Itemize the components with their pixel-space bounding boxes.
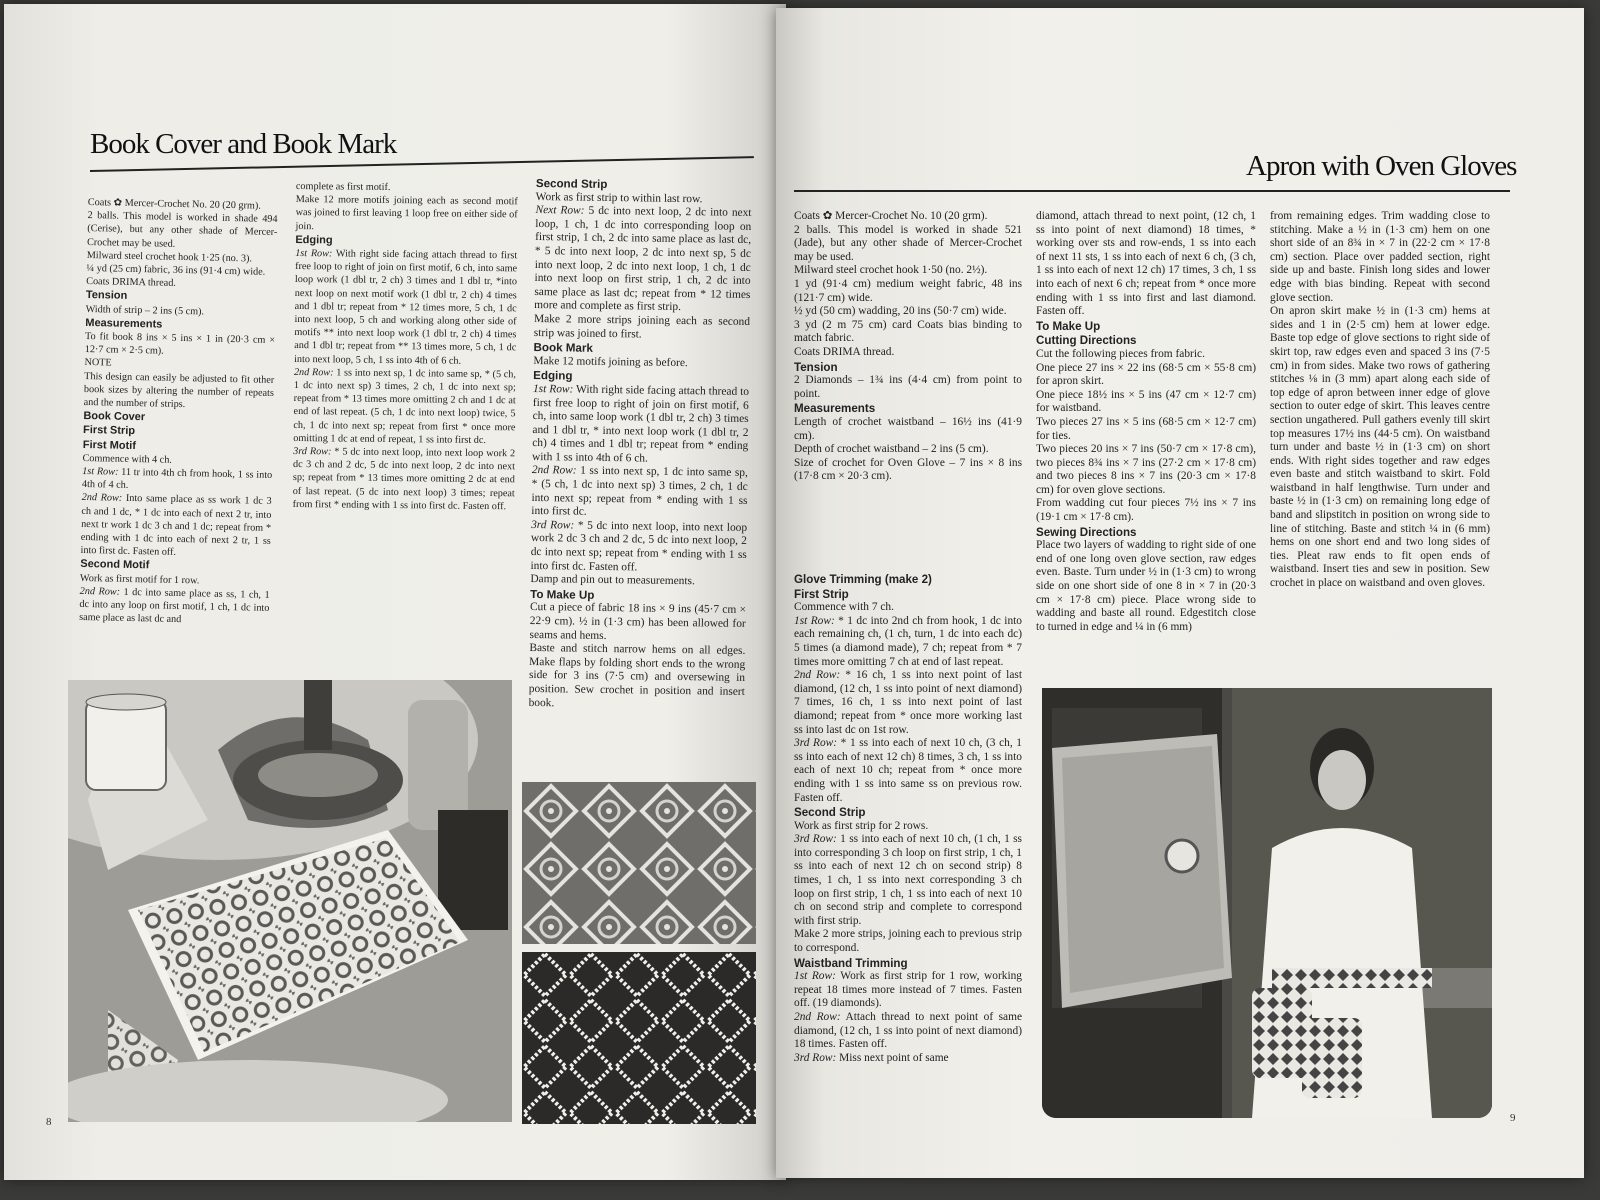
paragraph: Make 12 motifs joining as before.	[533, 354, 688, 369]
left-page-title: Book Cover and Book Mark	[90, 128, 397, 160]
row-label: 1st Row:	[532, 382, 574, 396]
row-label: 3rd Row:	[794, 1051, 837, 1064]
row-text: 1 dc into same place as ss, 1 ch, 1 dc into any loop on first motif, 1 ch, 1 dc into same place as last dc and	[79, 586, 270, 626]
section-heading: Cutting Directions	[1036, 334, 1137, 348]
row-text: With right side facing attach thread to first free loop to right of join on first motif, 6 ch, into same loop work (1 dbl tr, 2 ch) 3 times and 1 dbl tr, *into next loop on next motif work (1 dbl tr, 2 ch) 4 times and 1 dbl tr; repeat from * 12 times more, 5 ch, 1 dc into next loop, 5 ch and working along other side of motifs ** into next loop work (1 dbl tr, 2 ch) 4 times and 1 dbl tr; repeat from ** 13 times more, 5 ch, 1 dc into next loop, 5 ch, 1 ss into 4th of 6 ch.	[294, 248, 518, 367]
right-column-3	[1270, 210, 1490, 591]
paragraph: NOTE	[84, 357, 112, 369]
paragraph: 3 yd (2 m 75 cm) card Coats bias binding to match fabric.	[794, 318, 1022, 345]
paragraph: Length of crochet waistband – 16½ ins (41·9 cm).	[794, 415, 1022, 442]
instruction-row	[82, 465, 273, 495]
section-heading: First Motif	[82, 438, 137, 452]
paragraph: from remaining edges. Trim wadding close to stitching. Make a ½ in (1·3 cm) hem on one short side of an 8¾ in × 7 in (22·2 cm × 17·8 cm) section. Place over padded section, right side up and baste. Finish long sides and lower edge with bias binding. Repeat with second glove section.	[1270, 210, 1490, 304]
right-page-title: Apron with Oven Gloves	[1246, 150, 1517, 182]
title-rule-right	[794, 190, 1510, 192]
paragraph: Milward steel crochet hook 1·25 (no. 3).	[86, 249, 253, 265]
book-cover-photo	[68, 680, 512, 1122]
instruction-row	[794, 833, 1022, 928]
instruction-row	[80, 491, 271, 561]
row-label: 3rd Row:	[794, 833, 837, 846]
instruction-row	[531, 464, 748, 521]
paragraph: 2 Diamonds – 1¾ ins (4·4 cm) from point to point.	[794, 374, 1022, 400]
row-text: With right side facing attach thread to first free loop to right of join on first motif, 6 ch, into same loop work (1 dbl tr, 2 ch) 3 times and 1 dbl tr, * into next loop work (1 dbl tr, 2 ch) 4 times and 1 dbl tr; repeat from * ending with 1 ss into 4th of 6 ch.	[531, 383, 750, 465]
instruction-row	[79, 585, 270, 629]
paragraph: One piece 18½ ins × 5 ins (47 cm × 12·7 cm) for waistband.	[1036, 388, 1256, 415]
paragraph: ½ yd (50 cm) wadding, 20 ins (50·7 cm) wide.	[794, 305, 1007, 318]
instruction-row	[294, 247, 517, 368]
row-text: 1 ss into each of next 10 ch, (1 ch, 1 ss into corresponding 3 ch loop on first strip, 1 ch, 1 ss into each of next 12 ch on second strip) 8 times, 1 ch, 1 ss into next corresponding 3 ch loop on first strip, 1 ch, 1 ss into each of next 10 ch on second strip and complete to correspond with first strip.	[794, 833, 1022, 927]
row-text: * 16 ch, 1 ss into next point of last diamond, (12 ch, 1 ss into point of next diamond) 7 times, 16 ch, 1 ss into next point of last diamond; repeat from * once more working last ss into last dc on 1st row.	[794, 669, 1022, 736]
row-text: 1 ss into next sp, 1 dc into same sp, * (5 ch, 1 dc into next sp) 3 times, 2 ch, 1 dc into next sp; repeat from * ending with 1 ss into first dc.	[531, 465, 748, 518]
paragraph: Two pieces 20 ins × 7 ins (50·7 cm × 17·8 cm), two pieces 8¾ ins × 7 ins (27·2 cm × 17·8 cm) and two pieces 8 ins × 7 ins (20·3 cm × 17·8 cm) for oven glove sections.	[1036, 443, 1256, 496]
paragraph: Damp and pin out to measurements.	[530, 573, 695, 588]
paragraph: Commence with 7 ch.	[794, 601, 894, 614]
left-page	[4, 4, 786, 1180]
section-heading: Book Mark	[533, 341, 593, 355]
paragraph: Two pieces 27 ins × 5 ins (68·5 cm × 12·7 cm) for ties.	[1036, 415, 1256, 442]
paragraph: Work as first strip to within last row.	[535, 190, 703, 205]
instruction-row	[532, 383, 749, 468]
right-column-1	[794, 210, 1022, 484]
instruction-row	[794, 615, 1022, 669]
paragraph: Work as first strip for 2 rows.	[794, 819, 929, 832]
paragraph: Size of crochet for Oven Glove – 7 ins × 8 ins (17·8 cm × 20·3 cm).	[794, 456, 1022, 483]
paragraph: Work as first motif for 1 row.	[79, 572, 200, 587]
paragraph: 2 balls. This model is worked in shade 494 (Cerise), but any other shade of Mercer-Crochet may be used.	[86, 210, 278, 250]
section-heading: To Make Up	[1036, 319, 1101, 333]
instruction-row	[530, 519, 747, 576]
row-text: * 5 dc into next loop, into next loop work 2 dc 3 ch and 2 dc, 5 dc into next loop, 2 dc into next sp; repeat from * 13 times more omitting 2 dc at end of last repeat. (5 dc into next loop) 3 times; repeat from first * ending with 1 ss into first dc. Fasten off.	[292, 446, 516, 513]
row-label: 1st Row:	[82, 466, 119, 478]
row-text: * 5 dc into next loop, into next loop work 2 dc 3 ch and 2 dc, 5 dc into next loop, 2 dc into next sp; repeat from * ending with 1 ss into first dc. Fasten off.	[530, 519, 748, 574]
right-page	[776, 8, 1584, 1178]
paragraph: Coats ✿ Mercer-Crochet No. 20 (20 grm).	[87, 196, 261, 212]
paragraph: 2 balls. This model is worked in shade 521 (Jade), but any other shade of Mercer-Crochet may be used.	[794, 223, 1022, 263]
paragraph: Commence with 4 ch.	[82, 452, 173, 466]
paragraph: Cut the following pieces from fabric.	[1036, 347, 1205, 360]
instruction-row	[293, 445, 516, 513]
section-heading: First Strip	[794, 587, 849, 601]
row-text: 5 dc into next loop, 2 dc into next loop, 1 ch, 1 dc into corresponding loop on first strip, 1 ch, 2 dc into same place as last dc, * 5 dc into next loop, 2 dc into next sp, 5 dc into next loop, 2 dc into next loop, 1 ch, 1 dc into next loop on first strip, 1 ch, 2 dc into same place as last dc; repeat from * 12 times more and complete as first strip.	[534, 204, 752, 314]
row-label: 1st Row:	[295, 248, 333, 260]
row-label: 3rd Row:	[531, 518, 575, 532]
crochet-detail-photo-top	[522, 782, 756, 944]
left-column-1	[79, 196, 278, 628]
section-heading: To Make Up	[530, 587, 595, 602]
row-label: Next Row:	[535, 204, 585, 217]
row-text: Into same place as ss work 1 dc 3 ch and 1 dc, * 1 dc into each of next 2 tr, into next tr work 1 dc 3 ch and 1 dc; repeat from * ending with 1 dc into each of next 2 tr, 1 ss into first dc. Fasten off.	[80, 493, 272, 559]
section-heading: Tension	[85, 289, 128, 303]
row-label: 3rd Row:	[293, 446, 332, 458]
row-text: * 1 dc into 2nd ch from hook, 1 dc into each remaining ch, (1 ch, turn, 1 dc into each dc) 5 times (a diamond made), 7 ch; repeat from * 7 times more omitting 7 ch at end of last repeat.	[794, 614, 1022, 668]
paragraph: 1 yd (91·4 cm) medium weight fabric, 48 ins (121·7 cm) wide.	[794, 277, 1022, 304]
row-label: 3rd Row:	[794, 737, 838, 750]
row-label: 2nd Row:	[79, 585, 121, 598]
paragraph: diamond, attach thread to next point, (12 ch, 1 ss into point of next diamond) 18 times, * working over sts and row-ends, 1 ss into each of next 11 sts, 1 ss into each of next 6 ch, (3 ch, 1 ss into each of next 12 ch) 17 times, 3 ch, 1 ss into each of next 6 ch; repeat from * once more ending with 1 ss into first and last diamond. Fasten off.	[1036, 210, 1256, 318]
paragraph: One piece 27 ins × 22 ins (68·5 cm × 55·8 cm) for apron skirt.	[1036, 361, 1256, 388]
paragraph: Width of strip – 2 ins (5 cm).	[85, 303, 205, 318]
instruction-row	[293, 366, 516, 448]
paragraph: ¼ yd (25 cm) fabric, 36 ins (91·4 cm) wide.	[86, 263, 266, 278]
left-column-2	[293, 180, 518, 513]
paragraph: This design can easily be adjusted to fit other book sizes by altering the number of repeats and the number of strips.	[83, 370, 275, 411]
section-heading: Second Strip	[794, 806, 866, 820]
instruction-row	[794, 970, 1022, 1011]
paragraph: From wadding cut four pieces 7½ ins × 7 ins (19·1 cm × 17·8 cm).	[1036, 497, 1256, 524]
crochet-detail-photo-bottom	[522, 952, 756, 1124]
paragraph: Milward steel crochet hook 1·50 (no. 2½).	[794, 264, 988, 277]
instruction-row	[794, 1011, 1022, 1052]
section-heading: Edging	[533, 369, 573, 383]
row-text: Attach thread to next point of same diamond, (12 ch, 1 ss into point of next diamond) 18 times. Fasten off.	[794, 1011, 1023, 1051]
paragraph: Cut a piece of fabric 18 ins × 9 ins (45·7 cm × 22·9 cm). ½ in (1·3 cm) has been allowed for seams and hems.	[529, 601, 747, 642]
row-label: 2nd Row:	[531, 464, 577, 478]
section-heading: Measurements	[794, 402, 876, 416]
paragraph: To fit book 8 ins × 5 ins × 1 in (20·3 cm × 12·7 cm × 2·5 cm).	[84, 331, 276, 357]
paragraph: Coats ✿ Mercer-Crochet No. 10 (20 grm).	[794, 210, 988, 222]
row-label: 2nd Row:	[794, 669, 841, 682]
section-heading: Sewing Directions	[1036, 525, 1137, 539]
paragraph: Make 2 more strips joining each as second strip was joined to first.	[533, 312, 751, 341]
right-column-1-continued	[794, 572, 1022, 1065]
row-text: 11 tr into 4th ch from hook, 1 ss into 4th of 4 ch.	[81, 466, 273, 492]
row-text: Work as first strip for 1 row, working repeat 18 times more instead of 7 times. Fasten off. (19 diamonds).	[794, 970, 1023, 1010]
paragraph: Place two layers of wadding to right side of one end of one long oven glove section, raw edges even. Baste. Turn under ½ in (1·3 cm) to wrong side on one short side of one 8 in × 7 in (20·3 cm × 17·8 cm) piece. Place wrong side to wadding and baste all round. Edgestitch close to turned in edge and ¼ in (6 mm)	[1036, 539, 1256, 633]
right-page-number: 9	[1510, 1112, 1516, 1124]
row-text: * 1 ss into each of next 10 ch, (3 ch, 1 ss into each of next 12 ch) 8 times, 3 ch, 1 ss into each of next 10 ch; repeat from * once more ending with 1 ss into same ss on previous row. Fasten off.	[794, 737, 1022, 804]
instruction-row	[794, 737, 1022, 805]
row-label: 1st Row:	[794, 614, 835, 627]
left-column-3	[529, 176, 752, 713]
right-column-2	[1036, 210, 1256, 634]
instruction-row	[794, 1052, 1022, 1066]
paragraph: Coats DRIMA thread.	[794, 345, 895, 358]
section-heading: Second Motif	[80, 558, 150, 572]
paragraph: complete as first motif.	[295, 180, 391, 193]
row-label: 2nd Row:	[81, 492, 123, 505]
instruction-row	[534, 204, 751, 316]
paragraph: Baste and stitch narrow hems on all edges. Make flaps by folding short ends to the wrong side for 3 ins (7·5 cm) and oversewing in position. Sew crochet in position and insert book.	[528, 642, 746, 709]
paragraph: Depth of crochet waistband – 2 ins (5 cm).	[794, 443, 989, 456]
section-heading: Book Cover	[83, 410, 146, 424]
row-label: 2nd Row:	[794, 1011, 841, 1023]
paragraph: On apron skirt make ½ in (1·3 cm) hems at sides and 1 in (2·5 cm) hem at lower edge. Baste top edge of glove sections to right side of skirt top, raw edges even and spaced 3 ins (7·5 cm) in from sides. Make two rows of gathering stitches ⅛ in (3 mm) apart along each side of top edge of apron between inner edge of glove section to outer edge of skirt. This leaves centre section ungathered. Pull gathers evenly till skirt top measures 17½ ins (44·5 cm). On waistband turn under and baste ½ in (1·3 cm) on short ends. With right sides together and raw edges even baste and stitch waistband to skirt. Fold waistband in half lengthwise. Turn under and baste ½ in (1·3 cm) on remaining long edge of band and slipstitch in position on wrong side to line of stitching. Baste and stitch ¼ in (6 mm) hems on one short end and two long sides of ties. Pleat raw ends to fit open ends of waistband. Insert ties and sew in position. Sew crochet in place on waistband and oven gloves.	[1270, 305, 1490, 590]
section-heading: Glove Trimming (make 2)	[794, 573, 932, 586]
row-text: Miss next point of same	[836, 1051, 949, 1064]
section-heading: Edging	[295, 233, 333, 247]
row-label: 2nd Row:	[293, 366, 334, 379]
instruction-row	[794, 669, 1022, 737]
section-heading: Measurements	[85, 316, 163, 331]
row-text: 1 ss into next sp, 1 dc into same sp, * (5 ch, 1 dc into next sp) 3 times, 2 ch, 1 dc into next sp; repeat from * 13 times more omitting 2 ch and 1 dc at end of last repeat. (5 ch, 1 dc into next loop) twice, 5 ch, 1 dc into next sp; repeat from first * once more omitting 1 dc at end of repeat, 1 ss into first dc.	[293, 367, 517, 446]
paragraph: Coats DRIMA thread.	[86, 276, 177, 290]
paragraph: Make 2 more strips, joining each to previous strip to correspond.	[794, 928, 1022, 955]
paragraph: Make 12 more motifs joining each as second motif was joined to first leaving 1 loop free on either side of join.	[295, 194, 518, 232]
apron-photo	[1042, 688, 1492, 1118]
left-page-number: 8	[46, 1116, 52, 1128]
section-heading: Second Strip	[535, 176, 608, 191]
section-heading: Tension	[794, 360, 838, 374]
section-heading: Waistband Trimming	[794, 956, 908, 970]
row-label: 1st Row:	[794, 970, 836, 983]
section-heading: First Strip	[82, 424, 136, 438]
